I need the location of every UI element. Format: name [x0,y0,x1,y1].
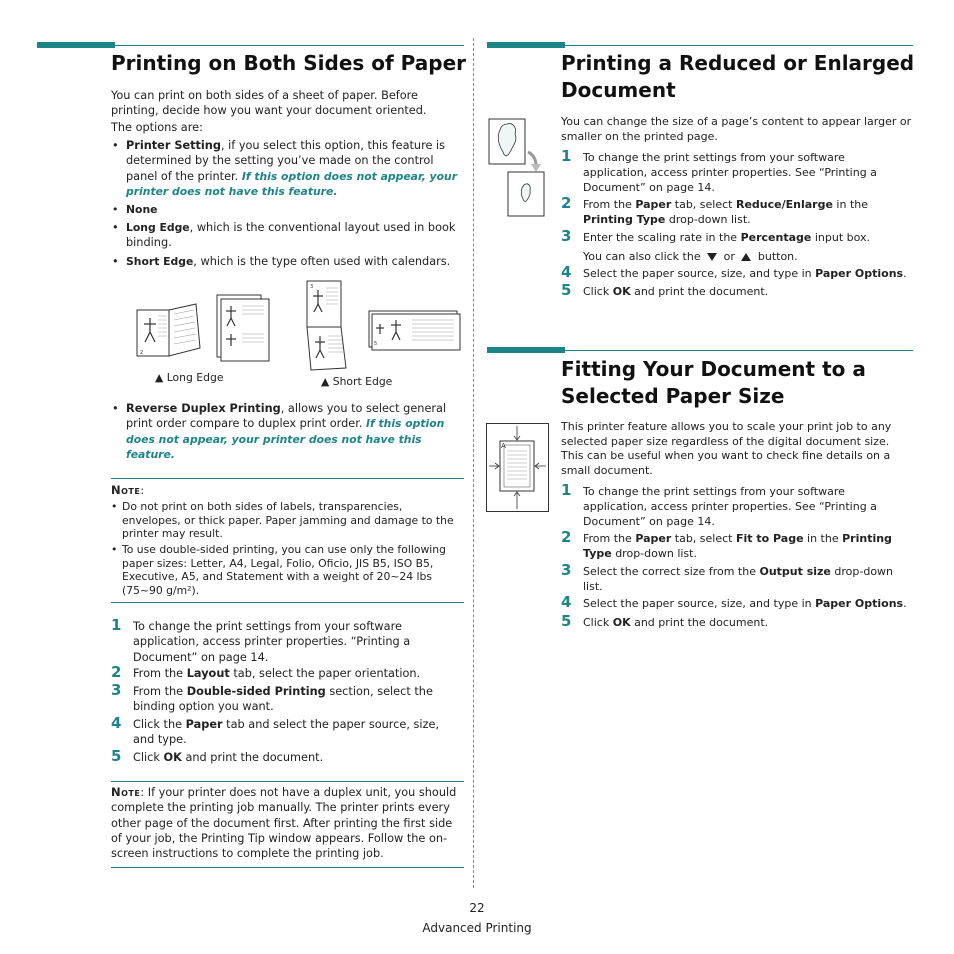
right1-step-5-number: 5 [561,281,572,299]
note1-item-2: • To use double-sided printing, you can use only the following paper sizes: Letter, A4, Legal, Folio, Oficio, JIS B5, ISO B5, Executive, A5, and Statement with a weight of 20~24 lbs (75~90 g/m²). [122,543,462,597]
right2-step-5-pre: Click [583,616,613,629]
note2-text: : If your printer does not have a duplex unit, you should complete the printing job manually. The printer prints every other page of the document first. After printing the first side of your job, the Printing Tip window appears. Follow the on-screen instructions to complete the printing job. [111,786,457,861]
note1-heading: Note: [111,483,145,497]
note2-top-rule [111,781,464,782]
note2-bottom-rule [111,867,464,868]
also-click-pre: You can also click the [583,250,701,263]
section-title-duplex: Printing on Both Sides of Paper [111,51,467,75]
section-title-reduce [561,50,914,104]
right1-step-4-text [583,266,913,281]
bullet-none [126,202,157,217]
right1-step-2-bold: Paper [635,198,672,211]
left-step-2-bold: Layout [186,667,230,680]
section-rule [115,45,464,46]
right2-step-3-pre: Select the correct size from the [583,565,760,578]
page-number-3: 3 [310,284,314,290]
left-step-4-post: tab and select the paper source, size, and type. [133,718,440,747]
section-bar [487,347,565,353]
printer-setting-text: , if you select this option, this feature is determined by the setting you’ve made on the control panel of the printer. [126,139,446,183]
left-step-1-number: 1 [111,616,122,634]
right2-step-5-number: 5 [561,612,572,630]
right1-step-2-post: drop-down list. [665,213,751,226]
long-edge-label: Long Edge [126,221,190,234]
up-arrow-icon [741,253,751,261]
right2-step-1-number: 1 [561,481,572,499]
right2-step-4-number: 4 [561,593,572,611]
also-click-post: button. [757,250,798,263]
section-title-reduce-line1: Printing a Reduced or Enlarged [561,51,915,75]
right1-step-2-pre: From the [583,198,636,211]
right2-step-2-bold2: Fit to Page [735,532,804,545]
reverse-duplex-label: Reverse Duplex Printing [126,402,281,415]
bullet-long-edge [126,220,462,251]
right2-step-4-text [583,596,918,611]
right1-step-5-bold: OK [612,285,631,298]
long-edge-text: , which is the conventional layout used in book binding. [126,221,456,250]
left-step-2-text [133,666,463,681]
section-title-reduce-line2: Document [561,78,676,102]
section-title-fit-line1: Fitting Your Document to a [561,357,866,381]
fit-intro: This printer feature allows you to scale your print job to any selected paper size regardless of the digital document size. This can be useful when you want to check fine details on a small document. [561,420,892,477]
right2-step-3-post: drop-down list. [583,565,894,593]
right1-step-3-text [583,230,903,245]
right2-step-2-mid2: in the [803,532,843,545]
note1-top-rule [111,478,464,479]
reduce-enlarge-figure [488,116,550,218]
bullet-printer-setting [126,138,462,199]
page-number: 22 [469,901,485,915]
left-step-1-text: To change the print settings from your software application, access printer properties. “Printing a Document” on page 14. [133,620,411,664]
right2-step-5-post: and print the document. [630,616,769,629]
note1-heading-text: Note [111,483,141,497]
right1-step-2-number: 2 [561,194,572,212]
note1-item-1: • Do not print on both sides of labels, transparencies, envelopes, or thick paper. Paper jamming and damage to the printer may result. [122,500,462,541]
right1-step-2-text [583,197,893,227]
right2-step-2-mid: tab, select [671,532,736,545]
right1-step-5-post: and print the document. [630,285,769,298]
right1-step-3-bold: Percentage [740,231,812,244]
right1-step-1-text: To change the print settings from your software application, access printer properties. See “Printing a Document” on page 14. [583,151,877,194]
also-click-or: or [723,250,735,263]
fit-figure-label: A [501,442,506,450]
right1-step-2-mid: tab, select [671,198,736,211]
right2-step-2-bold: Paper [635,532,672,545]
left-step-3-number: 3 [111,681,122,699]
right1-step-3-pre: Enter the scaling rate in the [583,231,741,244]
reverse-duplex-text: , allows you to select general print order compare to duplex print order. [126,402,447,431]
short-edge-calendar-figure [306,280,348,372]
note1-bottom-rule [111,602,464,603]
reduce-intro: You can change the size of a page’s content to appear larger or smaller on the printed page. [561,115,912,143]
right2-step-4-bold: Paper Options [815,597,904,610]
left-step-5-text [133,750,463,765]
right1-step-4-bold: Paper Options [815,267,904,280]
right2-step-2-bold3: Printing Type [583,532,892,560]
duplex-intro: You can print on both sides of a sheet of paper. Before printing, decide how you want your document oriented. [111,89,427,118]
right1-step-5-text [583,284,903,299]
note2-body [111,785,463,861]
bullet-short-edge [126,254,471,269]
left-step-4-pre: Click the [133,718,186,731]
right2-step-3-bold: Output size [759,565,831,578]
options-label: The options are: [111,121,203,134]
short-edge-text: , which is the type often used with calendars. [193,255,451,268]
right1-step-4-post: . [903,267,907,280]
left-step-3-post: section, select the binding option you want. [133,685,433,714]
right2-step-2-number: 2 [561,528,572,546]
right1-step-1-number: 1 [561,147,572,165]
left-step-3-text [133,684,433,715]
right1-step-2-mid2: in the [832,198,868,211]
right2-step-5-text [583,615,903,630]
left-step-4-bold: Paper [185,718,223,731]
long-edge-caption: ▲ Long Edge [155,371,224,384]
right2-step-1-text: To change the print settings from your software application, access printer properties. See “Printing a Document” on page 14. [583,485,877,528]
page-number-2: 2 [140,350,144,356]
left-step-5-bold: OK [163,751,182,764]
left-step-2-number: 2 [111,663,122,681]
right1-step-5-pre: Click [583,285,613,298]
right1-step-2-bold3: Printing Type [583,213,666,226]
left-step-2-pre: From the [133,667,187,680]
reverse-duplex-note: If this option does not appear, your printer does not have this feature. [126,417,445,461]
short-edge-label: Short Edge [126,255,194,268]
right1-step-3-number: 3 [561,227,572,245]
column-divider [473,38,474,888]
right2-step-4-post: . [903,597,907,610]
left-step-5-pre: Click [133,751,164,764]
printer-setting-note: If this option does not appear, your printer does not have this feature. [126,169,458,198]
left-step-2-post: tab, select the paper orientation. [229,667,421,680]
section-rule [565,350,913,351]
section-title-fit [561,356,866,410]
right2-step-3-text [583,564,908,594]
printer-setting-label: Printer Setting [126,139,221,152]
right2-step-2-post: drop-down list. [611,547,697,560]
long-edge-pages-figure [216,294,272,364]
right1-step-4-pre: Select the paper source, size, and type in [583,267,816,280]
section-title-fit-line2: Selected Paper Size [561,384,785,408]
left-step-5-post: and print the document. [181,751,324,764]
section-rule [565,45,913,46]
short-edge-pages-figure [368,310,462,352]
bullet-reverse-duplex [126,401,464,462]
left-step-4-text [133,717,463,748]
right2-step-2-text [583,531,908,561]
right1-step-4-number: 4 [561,263,572,281]
right2-step-4-pre: Select the paper source, size, and type in [583,597,816,610]
page-number-5: 5 [374,341,378,347]
short-edge-caption: ▲ Short Edge [321,375,393,388]
right2-step-3-number: 3 [561,561,572,579]
also-click-line [583,249,903,264]
right1-step-2-bold2: Reduce/Enlarge [735,198,833,211]
fit-to-page-figure [486,423,550,513]
left-step-3-pre: From the [133,685,187,698]
left-step-3-bold: Double-sided Printing [186,685,326,698]
note2-heading: Note [111,785,141,799]
left-step-4-number: 4 [111,714,122,732]
footer-section-name: Advanced Printing [422,921,532,935]
down-arrow-icon [707,253,717,261]
left-step-5-number: 5 [111,747,122,765]
long-edge-book-figure [136,302,206,358]
section-bar [37,42,115,48]
section-bar [487,42,565,48]
right2-step-2-pre: From the [583,532,636,545]
none-label: None [126,203,158,216]
right2-step-5-bold: OK [612,616,631,629]
right1-step-3-post: input box. [811,231,871,244]
